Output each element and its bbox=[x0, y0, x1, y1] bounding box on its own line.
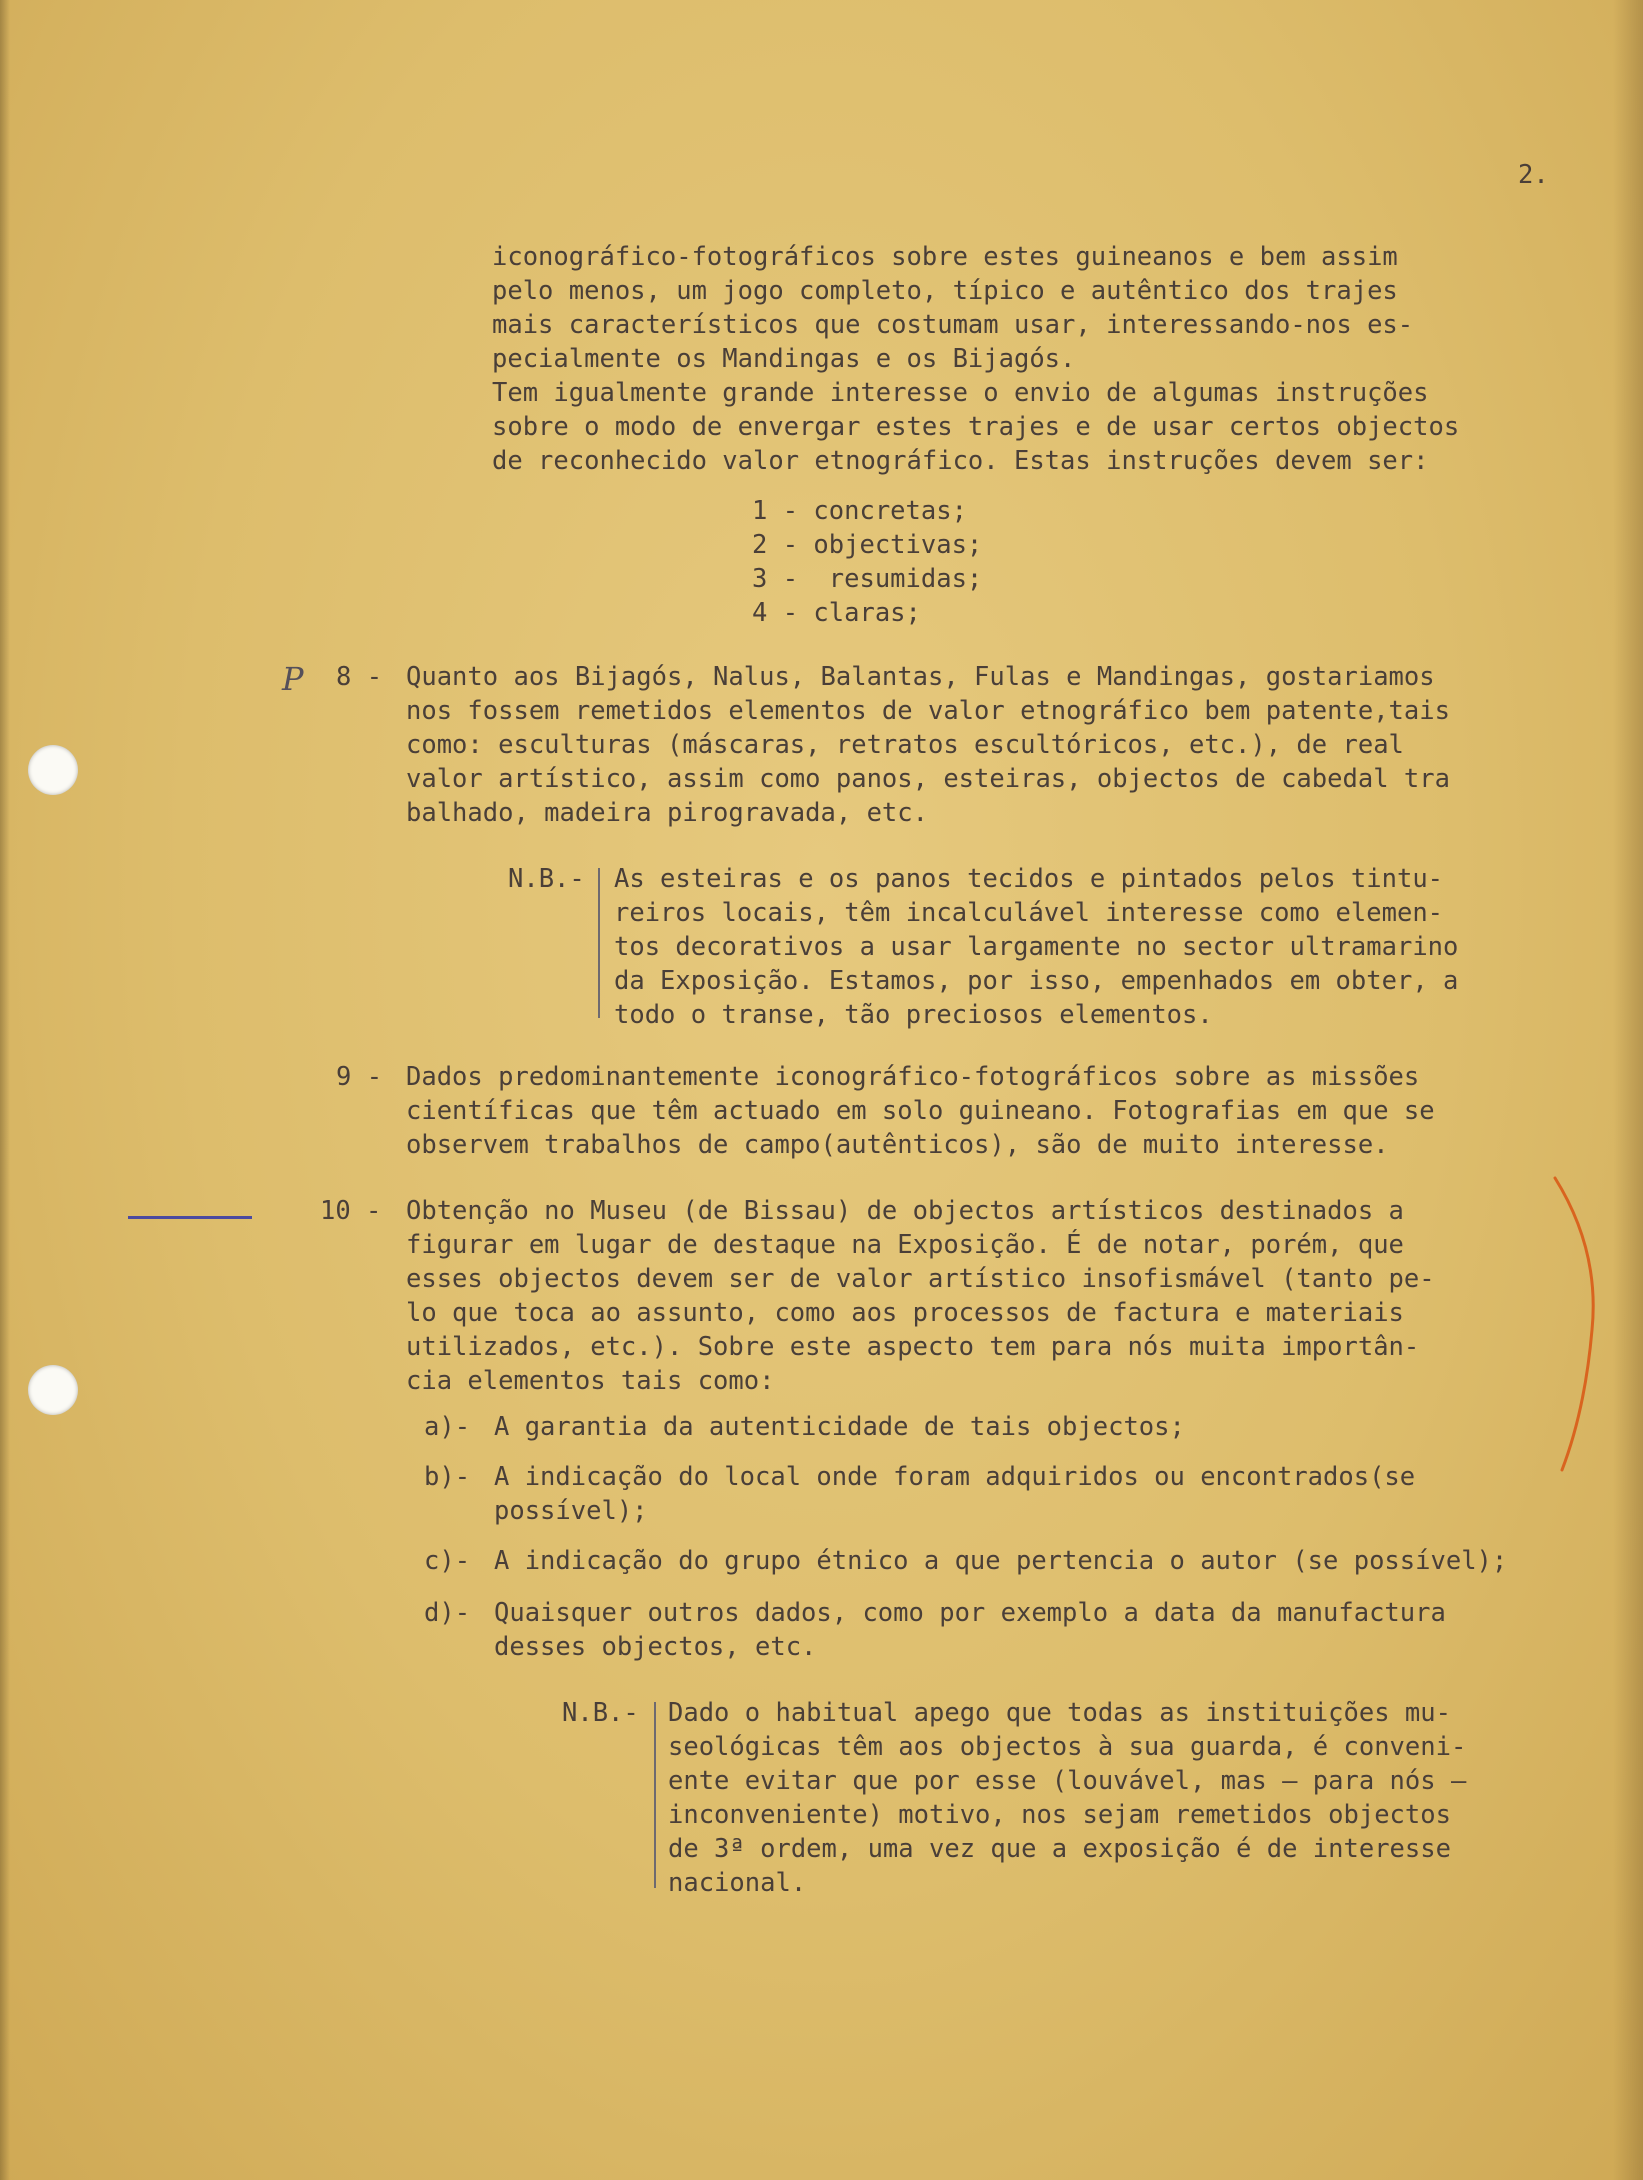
item-number: 8 - bbox=[336, 662, 383, 692]
nb-bracket bbox=[654, 1702, 656, 1888]
item-line: balhado, madeira pirogravada, etc. bbox=[406, 798, 928, 828]
subitem-line: possível); bbox=[494, 1496, 648, 1526]
item-line: valor artístico, assim como panos, esteiras, objectos de cabedal tra bbox=[406, 764, 1450, 794]
nb-line: As esteiras e os panos tecidos e pintados pelos tintu- bbox=[614, 864, 1444, 894]
page-number: 2. bbox=[1518, 160, 1549, 190]
item-line: esses objectos devem ser de valor artístico insofismável (tanto pe- bbox=[406, 1264, 1435, 1294]
item-number: 9 - bbox=[336, 1062, 383, 1092]
intro-line: Tem igualmente grande interesse o envio de algumas instruções bbox=[492, 378, 1429, 408]
subitem-line: A indicação do local onde foram adquiridos ou encontrados(se bbox=[494, 1462, 1416, 1492]
list-item: 2 - objectivas; bbox=[752, 530, 983, 560]
nb-line: de 3ª ordem, uma vez que a exposição é de interesse bbox=[668, 1834, 1451, 1864]
item-line: científicas que têm actuado em solo guineano. Fotografias em que se bbox=[406, 1096, 1435, 1126]
margin-pen-mark bbox=[128, 1216, 252, 1219]
intro-line: sobre o modo de envergar estes trajes e de usar certos objectos bbox=[492, 412, 1460, 442]
nb-line: todo o transe, tão preciosos elementos. bbox=[614, 1000, 1213, 1030]
item-line: Quanto aos Bijagós, Nalus, Balantas, Fulas e Mandingas, gostariamos bbox=[406, 662, 1435, 692]
intro-line: mais característicos que costumam usar, interessando-nos es- bbox=[492, 310, 1414, 340]
subitem-label: a)- bbox=[424, 1412, 471, 1442]
subitem-line: A indicação do grupo étnico a que pertencia o autor (se possível); bbox=[494, 1546, 1508, 1576]
nb-line: ente evitar que por esse (louvável, mas — para nós — bbox=[668, 1766, 1467, 1796]
item-line: observem trabalhos de campo(autênticos), são de muito interesse. bbox=[406, 1130, 1389, 1160]
intro-line: de reconhecido valor etnográfico. Estas instruções devem ser: bbox=[492, 446, 1429, 476]
nb-line: Dado o habitual apego que todas as instituições mu- bbox=[668, 1698, 1451, 1728]
nb-bracket bbox=[598, 868, 600, 1018]
margin-handwritten-note: P bbox=[282, 660, 304, 698]
item-number: 10 - bbox=[320, 1196, 382, 1226]
nb-line: reiros locais, têm incalculável interesse como elemen- bbox=[614, 898, 1444, 928]
subitem-label: c)- bbox=[424, 1546, 471, 1576]
item-line: lo que toca ao assunto, como aos processos de factura e materiais bbox=[406, 1298, 1404, 1328]
item-line: utilizados, etc.). Sobre este aspecto tem para nós muita importân- bbox=[406, 1332, 1420, 1362]
subitem-line: Quaisquer outros dados, como por exemplo a data da manufactura bbox=[494, 1598, 1446, 1628]
item-line: Obtenção no Museu (de Bissau) de objectos artísticos destinados a bbox=[406, 1196, 1404, 1226]
nb-line: seológicas têm aos objectos à sua guarda, é conveni- bbox=[668, 1732, 1467, 1762]
list-item: 1 - concretas; bbox=[752, 496, 967, 526]
subitem-line: desses objectos, etc. bbox=[494, 1632, 817, 1662]
intro-line: pelo menos, um jogo completo, típico e autêntico dos trajes bbox=[492, 276, 1398, 306]
nb-label: N.B.- bbox=[562, 1698, 639, 1728]
list-item: 3 - resumidas; bbox=[752, 564, 983, 594]
item-line: cia elementos tais como: bbox=[406, 1366, 775, 1396]
item-line: Dados predominantemente iconográfico-fotográficos sobre as missões bbox=[406, 1062, 1420, 1092]
punch-hole-top bbox=[28, 745, 78, 795]
punch-hole-bottom bbox=[28, 1365, 78, 1415]
nb-label: N.B.- bbox=[508, 864, 585, 894]
subitem-label: b)- bbox=[424, 1462, 471, 1492]
nb-line: tos decorativos a usar largamente no sector ultramarino bbox=[614, 932, 1459, 962]
nb-line: inconveniente) motivo, nos sejam remetidos objectos bbox=[668, 1800, 1451, 1830]
list-item: 4 - claras; bbox=[752, 598, 921, 628]
subitem-line: A garantia da autenticidade de tais objectos; bbox=[494, 1412, 1185, 1442]
intro-line: pecialmente os Mandingas e os Bijagós. bbox=[492, 344, 1076, 374]
intro-line: iconográfico-fotográficos sobre estes guineanos e bem assim bbox=[492, 242, 1398, 272]
item-line: figurar em lugar de destaque na Exposição. É de notar, porém, que bbox=[406, 1230, 1404, 1260]
item-line: como: esculturas (máscaras, retratos escultóricos, etc.), de real bbox=[406, 730, 1404, 760]
nb-line: nacional. bbox=[668, 1868, 807, 1898]
nb-line: da Exposição. Estamos, por isso, empenhados em obter, a bbox=[614, 966, 1459, 996]
subitem-label: d)- bbox=[424, 1598, 471, 1628]
item-line: nos fossem remetidos elementos de valor etnográfico bem patente,tais bbox=[406, 696, 1450, 726]
